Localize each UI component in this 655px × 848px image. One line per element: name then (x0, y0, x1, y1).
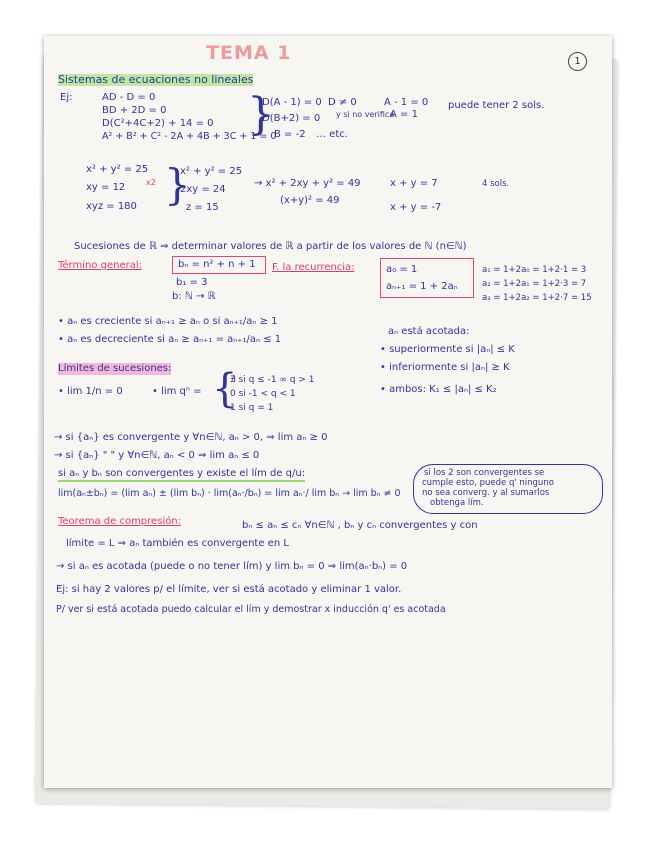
a0-value: a₀ = 1 (386, 264, 418, 275)
mult-note: x2 (146, 178, 156, 187)
a2-value: a₂ = 1+2a₁ = 1+2·3 = 7 (482, 279, 587, 289)
lim-case-1: ∄ si q ≤ -1 ∞ q > 1 (230, 375, 315, 385)
sys2-eq-2: xy = 12 (86, 182, 126, 193)
acotada-inf: • inferiormente si |aₙ| ≥ K (380, 362, 510, 373)
lim-2: • lim qⁿ = (152, 386, 202, 397)
sys2-k1: x + y = 7 (390, 178, 438, 189)
sols-text: puede tener 2 sols. (448, 100, 545, 111)
sys2-eq-3: xyz = 180 (86, 201, 137, 212)
limites-heading: Límites de sucesiones: (58, 363, 172, 374)
sys2-sols: 4 sols. (482, 179, 510, 189)
sys2-eq-1: x² + y² = 25 (86, 164, 149, 175)
bn-formula: bₙ = n² + n + 1 (178, 259, 256, 270)
a3-value: a₃ = 1+2a₂ = 1+2·7 = 15 (482, 293, 592, 303)
brace-limits: { (212, 366, 238, 412)
sys2-r-2: 2xy = 24 (180, 184, 226, 195)
res-2: A = 1 (390, 109, 418, 120)
mid-eq-3: B = -2 (274, 129, 306, 140)
sys2-sum: → x² + 2xy + y² = 49 (254, 178, 361, 189)
arrow-sub: y si no verifica (336, 110, 395, 119)
sys2-r-1: x² + y² = 25 (180, 166, 243, 177)
system-eq-3: D(C²+4C+2) + 14 = 0 (102, 118, 214, 129)
prop-1: → si {aₙ} es convergente y ∀n∈ℕ, aₙ > 0, ⇒ lim aₙ ≥ 0 (54, 432, 328, 443)
sys2-r-3: z = 15 (186, 202, 219, 213)
termino-general-label: Término general: (58, 260, 143, 271)
system-eq-4: A² + B² + C² - 2A + 4B + 3C + 1 = 0 (102, 131, 277, 142)
system-eq-2: BD + 2D = 0 (102, 105, 167, 116)
compresion-text-1: bₙ ≤ aₙ ≤ cₙ ∀n∈ℕ , bₙ y cₙ convergentes y con (242, 520, 478, 531)
b-map: b: ℕ → ℝ (172, 291, 216, 302)
acotada-label: aₙ está acotada: (388, 326, 470, 337)
prop-2: → si {aₙ} " " y ∀n∈ℕ, aₙ < 0 ⇒ lim aₙ ≤ 0 (54, 450, 260, 461)
compresion-text-4: Ej: si hay 2 valores p/ el límite, ver si está acotado y eliminar 1 valor. (56, 584, 402, 595)
cloud-line-4: obtenga lím. (430, 498, 484, 508)
cloud-line-3: no sea converg. y al sumarlos (422, 488, 550, 498)
compresion-heading: Teorema de compresión: (58, 516, 182, 527)
page-number: 1 (568, 52, 587, 71)
mid-eq-2: D(B+2) = 0 (262, 113, 321, 124)
b1-value: b₁ = 3 (176, 277, 208, 288)
compresion-text-2: límite = L ⇒ aₙ también es convergente en L (66, 538, 289, 549)
lim-case-3: 1 si q = 1 (230, 403, 274, 413)
prop-4: lim(aₙ±bₙ) = (lim aₙ) ± (lim bₙ) · lim(aₙ·/bₙ) = lim aₙ·/ lim bₙ → lim bₙ ≠ 0 (58, 488, 401, 499)
sys2-square: (x+y)² = 49 (280, 195, 340, 206)
cloud-line-1: si los 2 son convergentes se (424, 468, 545, 478)
decreciente-text: • aₙ es decreciente si aₙ ≥ aₙ₊₁ = aₙ₊₁/aₙ ≤ 1 (58, 334, 282, 345)
sys2-k2: x + y = -7 (390, 202, 442, 213)
acotada-sup: • superiormente si |aₙ| ≤ K (380, 344, 515, 355)
page-title: TEMA 1 (206, 42, 292, 64)
acotada-ambos: • ambos: K₁ ≤ |aₙ| ≤ K₂ (380, 384, 497, 395)
a1-value: a₁ = 1+2a₀ = 1+2·1 = 3 (482, 265, 587, 275)
lim-case-2: 0 si -1 < q < 1 (230, 389, 296, 399)
ej-label: Ej: (60, 92, 73, 103)
brace: } (247, 89, 275, 140)
res-1: A - 1 = 0 (384, 97, 429, 108)
lim-1: • lim 1/n = 0 (58, 386, 123, 397)
prop-3: si aₙ y bₙ son convergentes y existe el lím de q/u: (58, 468, 305, 482)
an1-formula: aₙ₊₁ = 1 + 2aₙ (386, 281, 458, 292)
mid-dots: … etc. (316, 129, 348, 140)
mid-eq-1: D(A - 1) = 0 (262, 97, 322, 108)
cloud-line-2: cumple esto, puede q' ninguno (422, 478, 554, 488)
notebook-page (44, 36, 612, 788)
sucesiones-intro: Sucesiones de ℝ ⇒ determinar valores de ℝ a partir de los valores de ℕ (n∈ℕ) (74, 241, 467, 252)
recurrencia-label: F. la recurrencia: (272, 262, 355, 273)
heading-sistemas: Sistemas de ecuaciones no lineales (58, 73, 254, 86)
creciente-text: • aₙ es creciente si aₙ₊₁ ≥ aₙ o si aₙ₊₁/aₙ ≥ 1 (58, 316, 278, 327)
arrow-text: D ≠ 0 (328, 97, 357, 108)
brace-2: } (164, 160, 191, 209)
compresion-text-3: → si aₙ es acotada (puede o no tener lím) y lim bₙ = 0 ⇒ lim(aₙ·bₙ) = 0 (56, 561, 408, 572)
compresion-text-5: P/ ver si está acotada puedo calcular el lím y demostrar x inducción q' es acotada (56, 604, 446, 615)
system-eq-1: AD - D = 0 (102, 92, 156, 103)
